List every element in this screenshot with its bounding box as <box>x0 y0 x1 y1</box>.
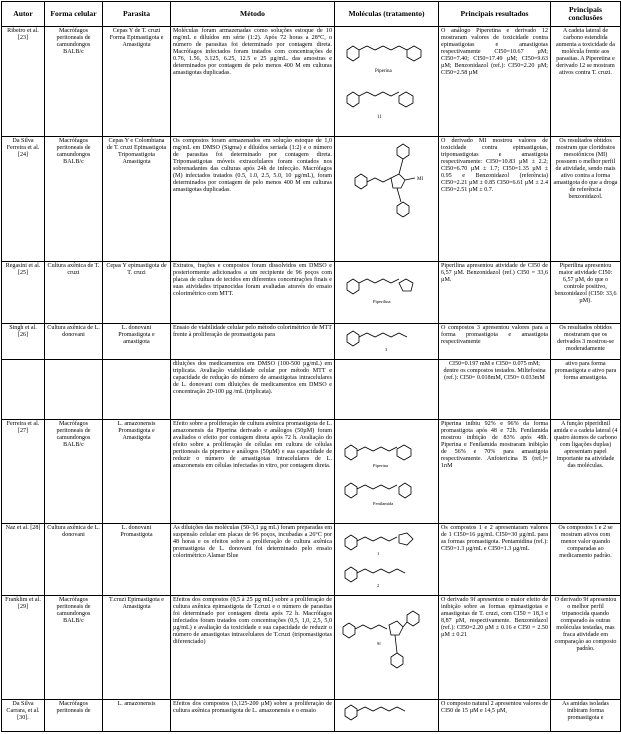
cell-forma: Cultura axênica de L. donovani <box>45 324 103 360</box>
cell-moleculas <box>335 420 439 524</box>
molecule-structure <box>337 525 437 591</box>
cell-metodo: Ensaio de viabilidade celular pelo método colorimétrico de MTT frente à proliferação de promastigota para <box>171 324 335 360</box>
cell-moleculas <box>335 524 439 596</box>
table-row <box>2 420 621 524</box>
cell-forma: Macrófagos peritoneais de <box>45 700 103 732</box>
cell-moleculas <box>335 262 439 324</box>
cell-autor: Ferreira et al. [27] <box>2 420 45 524</box>
table-row-continuation <box>2 360 621 420</box>
molecule-label: 9f <box>377 641 381 647</box>
cell-resultados: Os compostos 1 e 2 apresentaram valores de 1 CI50=16 µg/mL CI50=30 µg/mL para as formas promastigota. Pentamidina (ref.): CI50=1.3 µg/mL e CI50=1.3 µg/mL <box>439 524 551 596</box>
molecule-structure <box>337 597 437 695</box>
table-row <box>2 27 621 137</box>
cell-parasita: L. amazonensis Promastigota e Amastigota <box>103 420 171 524</box>
cell-moleculas-empty <box>335 360 439 420</box>
col-header-parasita: Parasita <box>103 2 171 27</box>
cell-moleculas <box>335 700 439 732</box>
cell-parasita: T.cruzi Epimastigota e Amastigota <box>103 596 171 700</box>
table-row <box>2 324 621 360</box>
cell-conclusoes: A cadeia lateral de carbono estendida aumenta a toxicidade da molécula frente aos parasitas. A Piperetina e derivado 12 se mostram ativos contra T. cruzi. <box>551 27 621 137</box>
molecule-label: Fenilamida <box>373 501 394 507</box>
molecule-structure <box>337 28 437 128</box>
molecule-label: 11 <box>377 115 382 120</box>
molecule-label: MI <box>417 177 424 182</box>
table-row <box>2 596 621 700</box>
cell-parasita: L. amazonensis <box>103 700 171 732</box>
molecule-label: Piperina <box>373 463 388 469</box>
col-header-forma: Forma celular <box>45 2 103 27</box>
cell-autor: Singh et al. [26] <box>2 324 45 360</box>
cell-conclusoes: A função piperidinil amida e a cadeia lateral (4 quatro átomos de carbono com ligações duplas) apresentam papel importante na atividade das moléculas. <box>551 420 621 524</box>
cell-forma: Macrófagos peritoneais de camundongos BALB/c <box>45 27 103 137</box>
cell-parasita: L. donovani Promastigota <box>103 524 171 596</box>
cell-parasita: L. donovani Promastigota e amastigota <box>103 324 171 360</box>
cell-metodo: Efeitos dos compostos (3,125-200 µM) sobre a proliferação de cultura axênica promastigota de L. amazonensis e o ensaio <box>171 700 335 732</box>
cell-conclusoes: Piperilina apresentou maior atividade CI50: 6,57 µM, do que o controle positivo, benzonidazol (CI50: 33,6 µM). <box>551 262 621 324</box>
table-row <box>2 700 621 732</box>
col-header-resultados: Principais resultados <box>439 2 551 27</box>
cell-autor: Franklim et al. [29] <box>2 596 45 700</box>
table-row <box>2 137 621 262</box>
col-header-metodo: Método <box>171 2 335 27</box>
cell-resultados: O derivado MI mostrou valores de toxicidade contra epimastigotas, tripomastigotas e amastigota respectivamente: CI50=10.83 µM ± 2.2; CI50=6.70 µM ± 1.7; CI50=1.35 µM ± 0.95 e Benzonidazol (referência) CI50=2.21 µM ± 0.85 CI50=6.61 µM ± 2.4 CI50=2.51 µM ± 0.7. <box>439 137 551 262</box>
cell-moleculas <box>335 596 439 700</box>
cell-metodo: Os compostos foram armazenados em solução estoque de 1,0 mg/mL em DMSO (Sigma) e diluídos seriada (1:2) e o número de parasitas foi determinado por contagem direta. Tripomastigotas móveis extracelulares foram contados nos sobrenadantes das culturas após 24h de infecção. Macrófagos (M) infectados tratados (0.5, 1.0, 2.5, 5.0, 10 µg/mL), foram determinados por contagem de pelo menos 400 M em culturas amastigotas duplicadas. <box>171 137 335 262</box>
cell-parasita: Cepas Y e Colombiana de T. cruzi Epimastigota Tripomastigota Amastigota <box>103 137 171 262</box>
col-header-conclusoes: Principais conclusões <box>551 2 621 27</box>
cell-conclusoes: ativo para forma promastigota e ativo para forma amastigota. <box>551 360 621 420</box>
table-row <box>2 262 621 324</box>
cell-parasita: Cepas Y epimastigota de T. cruzi <box>103 262 171 324</box>
cell-moleculas <box>335 27 439 137</box>
cell-conclusoes: Os compostos 1 e 2 se mostram ativos com menor valor quando comparadas ao medicamento padrão. <box>551 524 621 596</box>
table-row <box>2 524 621 596</box>
cell-resultados: CI50=0.197 mM e CI50= 0.075 mM; dentre os compostos testados. Miltefosina (ref.): CI50= 0.018mM, CI50= 0.033mM <box>439 360 551 420</box>
header-row <box>2 2 621 27</box>
molecule-structure <box>337 421 437 516</box>
molecule-label: Piperina <box>375 69 392 74</box>
molecule-structure <box>337 138 437 248</box>
cell-conclusoes: O derivado 9f apresentou o melhor perfil tripanocida quando comparado às outras moléculas testadas, mas fraca atividade em comparação ao composto padrão. <box>551 596 621 700</box>
cell-forma: Cultura axênica de L. donovani <box>45 524 103 596</box>
cell-forma: Macrófagos peritoneais de camundongos BALB/c <box>45 420 103 524</box>
molecule-structure <box>337 325 437 355</box>
cell-metodo: Moléculas foram armazenadas como soluções estoque de 10 mg/mL e diluídos em série (1:2). Após 72 horas a 28°C, o número de parasitas foi determinado por contagem direta. Macrófagos infectados foram tratados com concentrações de 0.76, 1.56, 3.125, 6.25, 12.5 e 25 µg/mL. das amostras e determinados por contagem de pelo menos 400 M em culturas amastigotas duplicadas. <box>171 27 335 137</box>
cell-metodo: Efeitos dos compostos (0,5 à 25 µg mL) sobre a proliferação de cultura axênica epimastigota de T.cruzi e o número de parasitas foi determinado por contagem direta após 72 h. Macrófagos infectados foram tratados com concentrações (0,5, 1,0, 2,5, 5,0 µg/mL) e avaliação da toxicidade e sua capacidade de reduzir o número de amastigotas intracelulares de T.cruzi (tripomastigotas diferenciado) <box>171 596 335 700</box>
cell-autor: Regasini et al. [25] <box>2 262 45 324</box>
cell-forma: Cultura axênica de T. cruzi <box>45 262 103 324</box>
cell-forma: Macrófagos peritoneais de camundongos BALB/c <box>45 137 103 262</box>
cell-moleculas <box>335 324 439 360</box>
cell-autor: Ribeiro et al. [23] <box>2 27 45 137</box>
col-header-moleculas: Moléculas (tratamento) <box>335 2 439 27</box>
cell-metodo: Efeito sobre a proliferação de cultura axênica promastigota de L. amazonensis da Piperina derivado e análogos (50µM) foram avaliados o efeito por contagem direta após 72 h. Avaliação do efeito sobre a proliferação de células em cultura de células peritoneais da piperina e análogos (50µM) e sua capacidade de reduzir o número de amastigotas intracelulares de L. amazonensis em células infectadas in vitro, por contagem direta. <box>171 420 335 524</box>
cell-conclusoes: Os resultados obtidos mostraram que os derivados 3 mostrou-se moderadamente <box>551 324 621 360</box>
molecule-label: 1 <box>377 551 380 557</box>
cell-conclusoes: Os resultados obtidos mostram que cloridratos mesoiônicos (MI) possuem o melhor perfil de atividade, sendo mais ativo contra a forma amastigota do que a droga de referência benzonidazol. <box>551 137 621 262</box>
cell-autor: Da Silva Carrara, et al. [30]. <box>2 700 45 732</box>
col-header-autor: Autor <box>2 2 45 27</box>
molecule-structure <box>337 701 437 727</box>
cell-resultados: O derivado 9f apresentou o maior efeito de inibição sobre as formas epimastigotas e amastigotas de T. cruzi, com CI50 = 18,3 e 8,87 µM, respectivamente. Benzonidazol (ref.): CI50=2.20 µM ± 0.16 e CI50 = 2.50 µM ± 0.21 <box>439 596 551 700</box>
molecule-label: 2 <box>377 583 380 589</box>
cell-metodo: As diluições das moléculas (50-3,1 µg mL) foram preparadas em suspensão celular em placas de 96 poços, incubadas a 26°C por 48 horas e os efeitos sobre a proliferação de cultura axênica promastigota de L. donovani foi determinado pelo ensaio colorimétrico Alamar Blue <box>171 524 335 596</box>
cell-autor: Naz et al. [28] <box>2 524 45 596</box>
cell-resultados: Piperina inibiu 92% e 96% da forma promastigota após 48 e 72h. Fenilamida mostrou inibição de 83% após 48h. Piperina e Fenilamida mostraram inibição de 56% e 70% para amastigota respectivamente. Anfotericina B (ref.)= 1nM <box>439 420 551 524</box>
cell-moleculas <box>335 137 439 262</box>
cell-parasita: Cepas Y de T. cruzi Forma Epimastigota e Amastigota <box>103 27 171 137</box>
molecule-structure <box>337 263 437 313</box>
data-table <box>1 1 621 732</box>
cell-forma-empty <box>45 360 103 420</box>
cell-metodo: diluições dos medicamentos em DMSO (100-500 µg/mL) em triplicata. Avaliação viabilidade celular por método MTT e capacidade de redução do número de amastigotas intracelulares de L. donovani com diluições de medicamentos em DMSO e concentração 20-100 µg /mL (triplicata). <box>171 360 335 420</box>
cell-resultados: Piperilina apresentou atividade de CI50 de 6,57 µM. Benzonidazol (ref.) CI50 = 33,6 µM. <box>439 262 551 324</box>
cell-metodo: Extratos, frações e compostos foram dissolvidos em DMSO e posteriormente adicionados a um recipiente de 96 poços com placas de cultura de tecidos em diferentes concentrações finais e suas atividades tripanocidas foram avaliadas através do ensaio colorimétrico com MTT. <box>171 262 335 324</box>
cell-resultados: O composto natural 2 apresentou valores de CI50 de 15 µM e 14,5 µM, <box>439 700 551 732</box>
cell-autor-empty <box>2 360 45 420</box>
cell-resultados: O compostos 3 apresentou valores para a forma promastigota e amastigota respectivamente <box>439 324 551 360</box>
cell-autor: Da Silva Ferreira et al. [24] <box>2 137 45 262</box>
cell-parasita-empty <box>103 360 171 420</box>
molecule-label: Piperilina <box>373 299 391 304</box>
cell-forma: Macrófagos peritoneais de camundongos BALB/c <box>45 596 103 700</box>
molecule-label: 3 <box>385 347 388 352</box>
cell-conclusoes: As amidas isoladas inibiram forma promastigota e <box>551 700 621 732</box>
cell-resultados: O análogo Piperetina e derivado 12 mostraram valores de toxicidade contra epimastigotas e amastigotas respectivamente CI50=10.67 µM; CI50=7.40; CI50=17.49 µM; CI50=9.63 µM; Benzonidazol (ref.): CI50=2.20 µM; CI50=2.58 µM <box>439 27 551 137</box>
